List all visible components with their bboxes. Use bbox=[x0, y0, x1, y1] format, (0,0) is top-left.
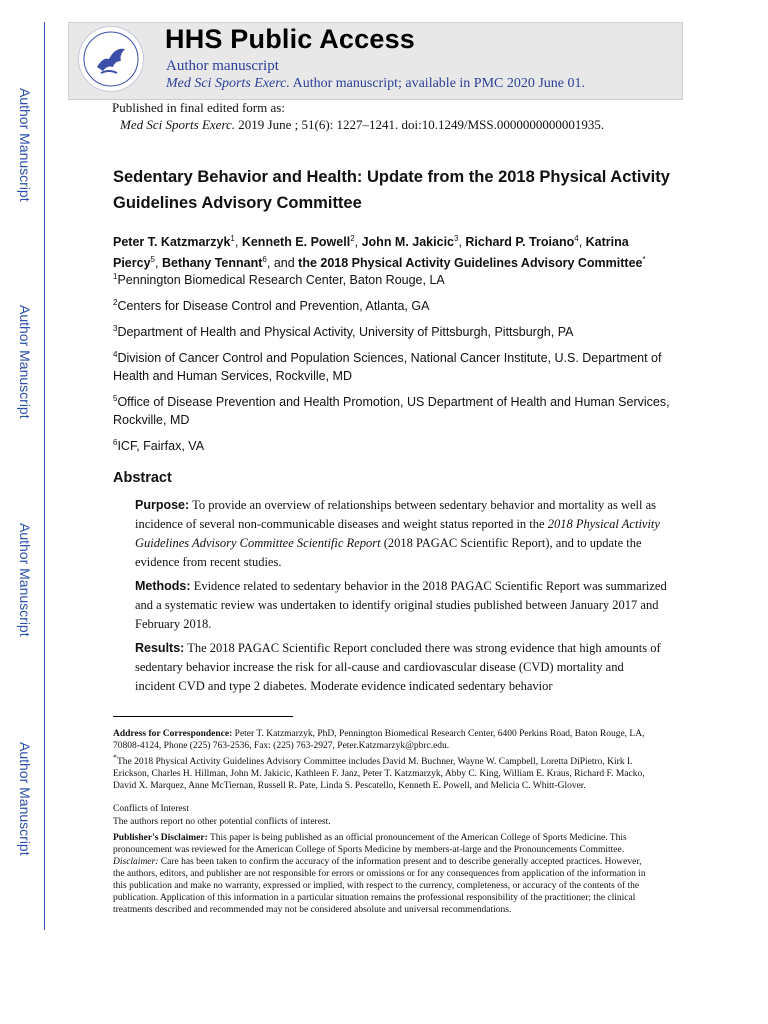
hhs-seal-logo bbox=[78, 26, 144, 92]
affiliation: $^1$Pennington Biomedical Research Center, Baton Rouge, LA bbox=[113, 272, 445, 288]
sidebar-author-manuscript-label: Author Manuscript bbox=[17, 305, 33, 419]
footnote-rule bbox=[113, 716, 293, 717]
conflicts-heading: Conflicts of Interest bbox=[113, 804, 189, 814]
sidebar-author-manuscript-label: Author Manuscript bbox=[17, 742, 33, 856]
abstract-purpose: Purpose: To provide an overview of relationships between sedentary behavior and mortality as well as incidence of several non-communicable diseases and weight status reported in the 2018 Physical Activity Guidelines Advisory Committee Scientific Report (2018 PAGAC Scientific Report), and to update the evidence from recent studies. bbox=[135, 498, 660, 569]
affiliation: $^4$Division of Cancer Control and Population Sciences, National Cancer Institute, U.S. Department of Health and Human Services, Rockville, MD bbox=[113, 350, 662, 384]
sidebar-rule bbox=[44, 22, 45, 930]
disclaimer-label: Publisher's Disclaimer: bbox=[113, 833, 208, 843]
author-list: Peter T. Katzmarzyk$^1$, Kenneth E. Powell$^2$, John M. Jakicic$^3$, Richard P. Troiano$^4$, Katrina Piercy$^5$, Bethany Tennant$^6$, and the 2018 Physical Activity Guidelines Advisory Committee* bbox=[113, 234, 646, 271]
sidebar-author-manuscript-label: Author Manuscript bbox=[17, 523, 33, 637]
author-sup: 3 bbox=[454, 234, 459, 243]
purpose-label: Purpose: bbox=[135, 498, 190, 512]
author-sup: * bbox=[642, 255, 646, 265]
author-name: Peter T. Katzmarzyk bbox=[113, 235, 231, 250]
conflicts-text: The authors report no other potential conflicts of interest. bbox=[113, 817, 331, 827]
published-label: Published in final edited form as: bbox=[112, 100, 285, 115]
author-name: Kenneth E. Powell bbox=[241, 235, 351, 250]
citation-journal: Med Sci Sports Exerc. bbox=[120, 117, 236, 132]
hhs-public-access-title: HHS Public Access bbox=[165, 24, 415, 54]
author-name: Katrina Piercy bbox=[113, 235, 629, 271]
author-sup: 4 bbox=[574, 234, 579, 243]
citation-details: 2019 June ; 51(6): 1227–1241. doi:10.1249/MSS.0000000000001935. bbox=[235, 117, 605, 132]
author-sup: 2 bbox=[350, 234, 355, 243]
correspondence-label: Address for Correspondence: bbox=[113, 729, 233, 739]
abstract-heading: Abstract bbox=[113, 470, 172, 486]
methods-label: Methods: bbox=[135, 579, 191, 593]
publication-citation bbox=[120, 117, 604, 133]
affiliation: $^6$ICF, Fairfax, VA bbox=[113, 438, 205, 454]
sidebar-author-manuscript-label: Author Manuscript bbox=[17, 88, 33, 202]
publisher-disclaimer: Publisher's Disclaimer: This paper is being published as an official pronouncement of the American College of Sports Medicine. This pronouncement was reviewed for the American College of Sports Medicine by members-at-large and the Pronouncements Committee. Disclaimer: Care has been taken to confirm the accuracy of the information present and to describe generally accepted practices. However, the authors, editors, and publisher are not responsible for errors or omissions or for any consequences from application of the information in this publication and make no warranty, expressed or implied, with respect to the currency, completeness, or accuracy of the contents of the publication. Application of this information in a particular situation remains the professional responsibility of the practitioner; the clinical treatments described and recommended may not be considered absolute and universal recommendations. bbox=[113, 833, 646, 915]
article-title: Sedentary Behavior and Health: Update from the 2018 Physical Activity Guidelines Advisory Committee bbox=[113, 168, 670, 212]
journal-name: Med Sci Sports Exerc. bbox=[166, 76, 290, 91]
author-name: the 2018 Physical Activity Guidelines Advisory Committee bbox=[298, 256, 643, 271]
author-name: Bethany Tennant bbox=[161, 256, 263, 271]
affiliation: $^3$Department of Health and Physical Activity, University of Pittsburgh, Pittsburgh, PA bbox=[113, 324, 574, 340]
journal-availability-line bbox=[166, 76, 585, 92]
author-name: Richard P. Troiano bbox=[465, 235, 575, 250]
committee-footnote: *The 2018 Physical Activity Guidelines Advisory Committee includes David M. Buchner, Wayne W. Campbell, Loretta DiPietro, Kirk I. Erickson, Charles H. Hillman, John M. Jakicic, Kathleen F. Janz, Peter T. Katzmarzyk, Abby C. King, William E. Kraus, Richard F. Macko, David X. Marquez, Anne McTiernan, Russell R. Pate, Linda S. Pescatello, Kenneth E. Powell, and Melicia C. Whitt-Glover. bbox=[113, 753, 645, 792]
abstract-results: Results: The 2018 PAGAC Scientific Report concluded there was strong evidence that high amounts of sedentary behavior increase the risk for all-cause and cardiovascular disease (CVD) mortality and incident CVD and type 2 diabetes. Moderate evidence indicated sedentary behavior bbox=[135, 641, 661, 693]
author-sup: 5 bbox=[150, 255, 155, 265]
affiliation: $^2$Centers for Disease Control and Prevention, Atlanta, GA bbox=[113, 298, 430, 314]
author-name: John M. Jakicic bbox=[361, 235, 454, 250]
author-manuscript-subtitle: Author manuscript bbox=[166, 58, 279, 74]
author-sup: 1 bbox=[230, 234, 235, 243]
results-label: Results: bbox=[135, 641, 185, 655]
availability-text: Author manuscript; available in PMC 2020 June 01. bbox=[289, 76, 586, 91]
affiliation: $^5$Office of Disease Prevention and Health Promotion, US Department of Health and Human Services, Rockville, MD bbox=[113, 394, 670, 428]
correspondence-footnote: Address for Correspondence: Peter T. Katzmarzyk, PhD, Pennington Biomedical Research Center, 6400 Perkins Road, Baton Rouge, LA, 70808-4124, Phone (225) 763-2536, Fax: (225) 763-2927, Peter.Katzmarzyk@pbrc.edu. bbox=[113, 729, 645, 751]
abstract-methods: Methods: Evidence related to sedentary behavior in the 2018 PAGAC Scientific Report was summarized and a systematic review was undertaken to identify original studies published between January 2017 and February 2018. bbox=[135, 579, 667, 631]
report-title-italic: 2018 Physical Activity Guidelines Advisory Committee Scientific Report bbox=[135, 517, 660, 550]
author-sup: 6 bbox=[262, 255, 267, 265]
